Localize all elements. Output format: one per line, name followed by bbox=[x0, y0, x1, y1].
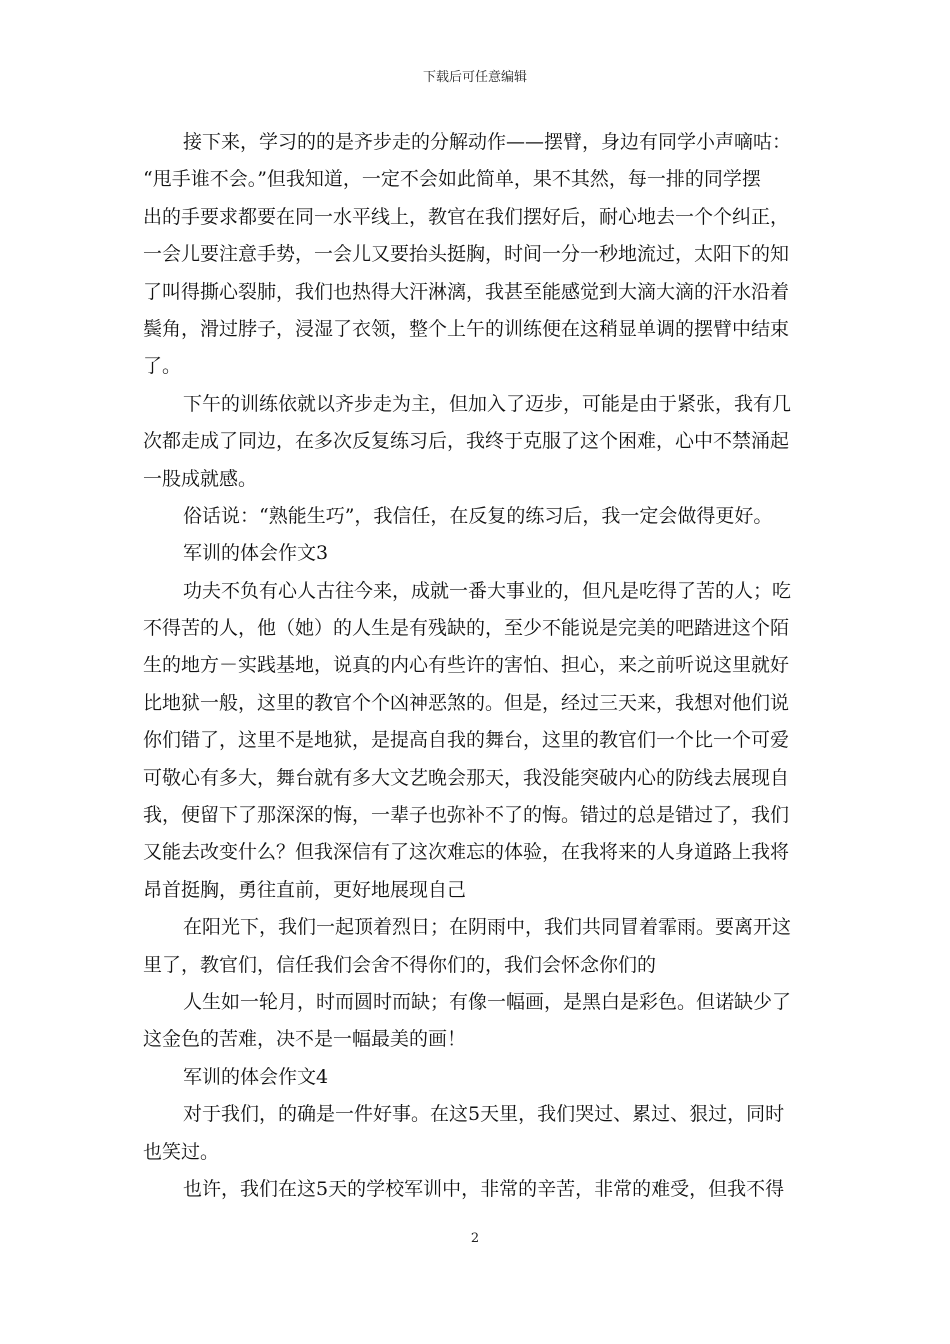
text-line: 下午的训练依就以齐步走为主，但加入了迈步，可能是由于紧张，我有几 bbox=[183, 392, 792, 415]
text-line: 鬓角，滑过脖子，浸湿了衣领，整个上午的训练便在这稍显单调的摆臂中结束 bbox=[143, 317, 790, 340]
text-line: 又能去改变什么？但我深信有了这次难忘的体验，在我将来的人身道路上我将 bbox=[143, 841, 790, 864]
text-line: 比地狱一般，这里的教官个个凶神恶煞的。但是，经过三天来，我想对他们说 bbox=[143, 691, 790, 714]
text-line: 俗话说：“熟能生巧”，我信任，在反复的练习后，我一定会做得更好。 bbox=[183, 504, 773, 527]
text-line: 出的手要求都要在同一水平线上，教官在我们摆好后，耐心地去一个个纠正， bbox=[143, 205, 790, 228]
document-body bbox=[143, 124, 808, 1208]
text-line: 了。 bbox=[143, 355, 182, 378]
text-line: 接下来，学习的的是齐步走的分解动作——摆臂，身边有同学小声嘀咕： bbox=[183, 131, 792, 153]
text-line: 军训的体会作文4 bbox=[183, 1065, 329, 1088]
text-line: 不得苦的人，他（她）的人生是有残缺的，至少不能说是完美的吧踏进这个陌 bbox=[143, 617, 790, 640]
text-line: 功夫不负有心人古往今来，成就一番大事业的，但凡是吃得了苦的人；吃 bbox=[183, 579, 792, 602]
text-line: 对于我们，的确是一件好事。在这5天里，我们哭过、累过、狠过，同时 bbox=[183, 1103, 785, 1126]
text-line: 这金色的苦难，决不是一幅最美的画！ bbox=[143, 1028, 467, 1051]
text-line: 也许，我们在这5天的学校军训中，非常的辛苦，非常的难受，但我不得 bbox=[183, 1177, 785, 1200]
text-line: 人生如一轮月，时而圆时而缺；有像一幅画，是黑白是彩色。但诺缺少了 bbox=[183, 990, 792, 1013]
text-line: 昂首挺胸，勇往直前，更好地展现自己 bbox=[143, 878, 467, 901]
text-line: 军训的体会作文3 bbox=[183, 542, 329, 565]
text-line: 可敬心有多大，舞台就有多大文艺晚会那天，我没能突破内心的防线去展现自 bbox=[143, 766, 790, 789]
text-line: 你们错了，这里不是地狱，是提高自我的舞台，这里的教官们一个比一个可爱 bbox=[143, 729, 790, 752]
text-line: 里了，教官们，信任我们会舍不得你们的，我们会怀念你们的 bbox=[143, 953, 657, 976]
text-line: 一会儿要注意手势，一会儿又要抬头挺胸，时间一分一秒地流过，太阳下的知 bbox=[143, 243, 790, 266]
text-line: 次都走成了同边，在多次反复练习后，我终于克服了这个困难，心中不禁涌起 bbox=[143, 430, 790, 453]
text-line: 在阳光下，我们一起顶着烈日；在阴雨中，我们共同冒着霏雨。要离开这 bbox=[183, 916, 792, 939]
text-line: 一股成就感。 bbox=[143, 467, 258, 490]
page-header: 下载后可任意编辑 bbox=[422, 70, 527, 85]
text-line: “甩手谁不会。”但我知道，一定不会如此简单，果不其然，每一排的同学摆 bbox=[143, 168, 761, 191]
text-line: 了叫得撕心裂肺，我们也热得大汗淋漓，我甚至能感觉到大滴大滴的汗水沿着 bbox=[143, 280, 790, 303]
page-number: 2 bbox=[470, 1231, 480, 1246]
text-line: 也笑过。 bbox=[143, 1140, 220, 1163]
text-line: 生的地方－实践基地，说真的内心有些许的害怕、担心，来之前听说这里就好 bbox=[143, 654, 790, 677]
text-line: 我，便留下了那深深的悔，一辈子也弥补不了的悔。错过的总是错过了，我们 bbox=[143, 804, 790, 827]
